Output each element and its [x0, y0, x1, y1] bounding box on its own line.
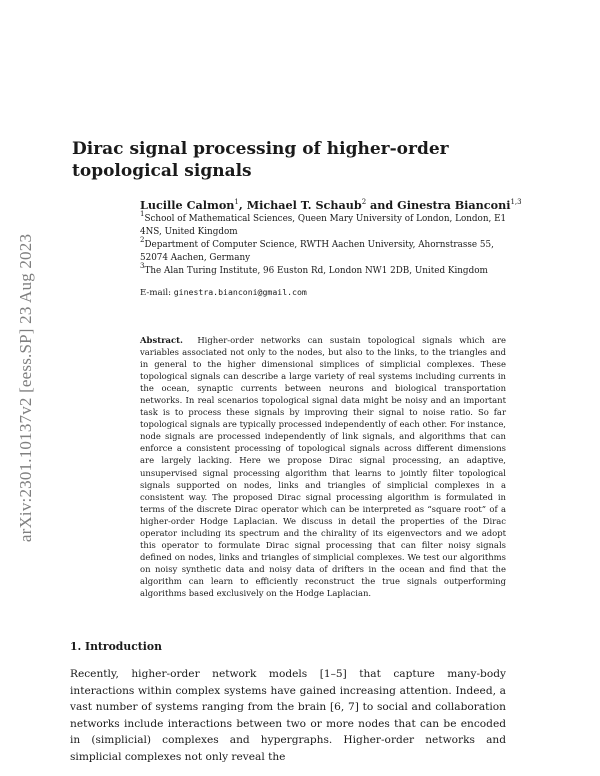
email-address[interactable]: ginestra.bianconi@gmail.com: [173, 287, 307, 297]
author-affiliation-mark: 1: [234, 198, 239, 206]
author-separator: ,: [238, 198, 247, 212]
contact-email: [140, 287, 307, 298]
author-name: Lucille Calmon: [140, 198, 235, 212]
abstract-label: Abstract.: [140, 335, 183, 345]
affiliation-mark: 2: [140, 236, 145, 244]
affiliation: [140, 262, 510, 278]
affiliation: [140, 236, 510, 264]
paper-title: Dirac signal processing of higher-order topological signals: [72, 139, 449, 181]
affiliation: [140, 210, 510, 238]
affiliation-mark: 1: [140, 210, 145, 218]
affiliation-text: School of Mathematical Sciences, Queen Mary University of London, London, E1 4NS, United Kingdom: [140, 214, 507, 237]
email-label: E-mail:: [140, 288, 172, 298]
author-name: Michael T. Schaub: [246, 198, 362, 212]
author-name: Ginestra Bianconi: [397, 198, 511, 212]
abstract-text: Higher-order networks can sustain topological signals which are variables associated not only to the nodes, but also to the links, to the triangles and in general to the higher dimensional simplices of simplicial complexes. These topological signals can describe a large variety of real systems including currents in the ocean, synaptic currents between neurons and biological transportation networks. In real scenarios topological signal data might be noisy and an important task is to process these signals by improving their signal to noise ratio. So far topological signals are typically processed independently of each other. For instance, node signals are processed independently of link signals, and algorithms that can enforce a consistent processing of topological signals across different dimensions are largely lacking. Here we propose Dirac signal processing, an adaptive, unsupervised signal processing algorithm that learns to jointly filter topological signals supported on nodes, links and triangles of simplicial complexes in a consistent way. The proposed Dirac signal processing algorithm is formulated in terms of the discrete Dirac operator which can be interpreted as “square root” of a higher-order Hodge Laplacian. We discuss in detail the properties of the Dirac operator including its spectrum and the chirality of its eigenvectors and we adopt this operator to formulate Dirac signal processing that can filter noisy signals defined on nodes, links and triangles of simplicial complexes. We test our algorithms on noisy synthetic data and noisy data of drifters in the ocean and find that the algorithm can learn to efficiently reconstruct the true signals outperforming algorithms based exclusively on the Hodge Laplacian.: [140, 335, 507, 598]
author-list: [140, 198, 522, 212]
affiliation-text: Department of Computer Science, RWTH Aachen University, Ahornstrasse 55, 52074 Aachen, Germany: [140, 240, 494, 263]
affiliation-text: The Alan Turing Institute, 96 Euston Rd, London NW1 2DB, United Kingdom: [144, 266, 488, 276]
introduction-paragraph: Recently, higher-order network models [1–5] that capture many-body interactions within complex systems have gained increasing attention. Indeed, a vast number of systems ranging from the brain [6, 7] to social and collaboration networks include interactions between two or more nodes that can be encoded in (simplicial) complexes and hypergraphs. Higher-order networks and simplicial complexes not only reveal the: [70, 668, 506, 763]
author-separator: and: [366, 198, 398, 212]
abstract: [140, 334, 506, 599]
author-affiliation-mark: 1,3: [510, 198, 522, 206]
arxiv-identifier-stamp: arXiv:2301.10137v2 [eess.SP] 23 Aug 2023: [16, 233, 35, 543]
section-heading: 1. Introduction: [70, 640, 162, 653]
author-affiliation-mark: 2: [361, 198, 367, 206]
affiliation-mark: 3: [140, 262, 145, 270]
